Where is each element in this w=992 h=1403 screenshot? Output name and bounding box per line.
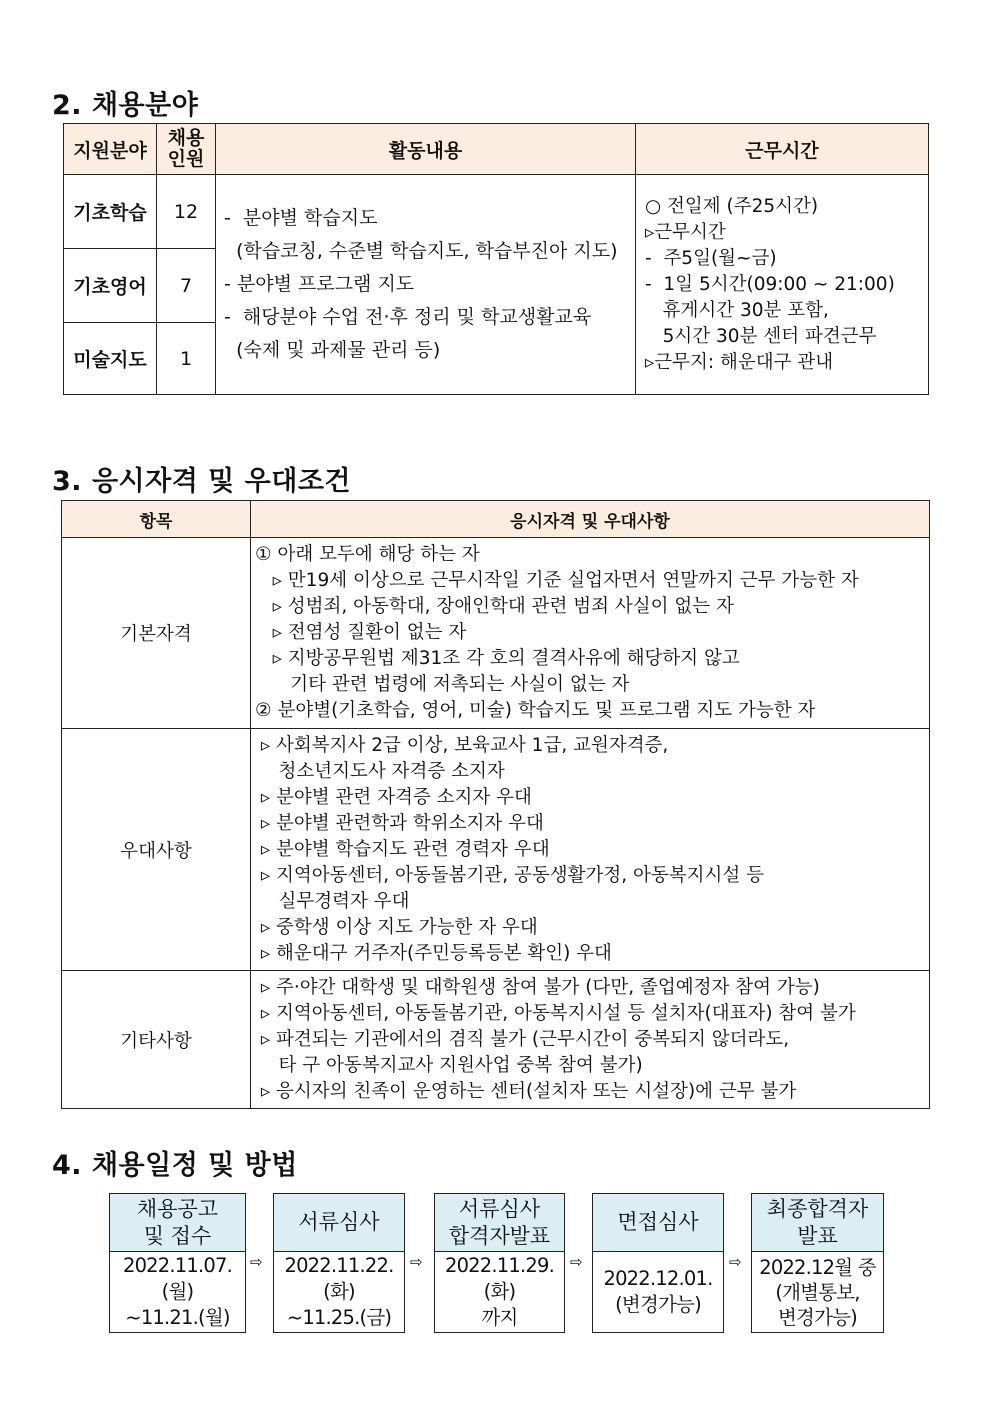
step-date-line: (변경가능) xyxy=(615,1293,701,1316)
step-date-line: 변경가능) xyxy=(778,1305,857,1329)
step-date-line: 2022.12.01. xyxy=(603,1267,713,1290)
step-date-line: 2022.12월 중 xyxy=(759,1255,876,1279)
header-count-line1: 채용 xyxy=(167,127,205,149)
basic-line: ② 분야별(기초학습, 영어, 미술) 학습지도 및 프로그램 지도 가능한 자 xyxy=(255,700,816,721)
step-title-line: 발표 xyxy=(797,1223,838,1248)
preferred-line: ▹ 분야별 관련학과 학위소지자 우대 xyxy=(255,812,544,834)
other-line: ▹ 파견되는 기관에서의 겸직 불가 (근무시간이 중복되지 않더라도, xyxy=(255,1028,790,1050)
header-field: 지원분야 xyxy=(64,124,157,175)
section2-title: 2. 채용분야 xyxy=(52,90,199,121)
count-art: 1 xyxy=(157,323,216,395)
step-title-line: 서류심사 xyxy=(298,1210,380,1234)
step-date-line: (개별통보, xyxy=(775,1280,860,1304)
field-art: 미술지도 xyxy=(64,323,157,395)
step-document-result xyxy=(434,1193,565,1333)
step-date xyxy=(435,1252,564,1332)
preferred-line: ▹ 분야별 관련 자격증 소지자 우대 xyxy=(255,786,532,808)
preferred-line: ▹ 해운대구 거주자(주민등록등본 확인) 우대 xyxy=(255,942,612,964)
step-title-line: 서류심사 xyxy=(458,1196,541,1221)
step-title-line: 및 접수 xyxy=(143,1223,212,1248)
field-basic-study: 기초학습 xyxy=(64,175,157,249)
activity-line: (숙제 및 과제물 관리 등) xyxy=(224,339,441,361)
basic-line: 기타 관련 법령에 저촉되는 사실이 없는 자 xyxy=(255,674,630,695)
hours-line: ▹근무지: 해운대구 관내 xyxy=(645,351,834,373)
step-final-result xyxy=(751,1193,884,1333)
recruitment-field-table xyxy=(63,123,929,395)
header-count xyxy=(157,124,216,175)
step-title xyxy=(593,1194,723,1252)
arrow-icon: ⇨ xyxy=(570,1253,583,1271)
step-date-line: 까지 xyxy=(481,1306,518,1329)
step-title xyxy=(752,1194,883,1252)
preferred-content xyxy=(251,729,930,971)
step-title-line: 채용공고 xyxy=(136,1196,219,1221)
header-item: 항목 xyxy=(62,501,251,538)
step-document-review xyxy=(273,1193,405,1333)
step-date-line: ~11.25.(금) xyxy=(286,1306,392,1329)
other-line: ▹ 응시자의 친족이 운영하는 센터(설치자 또는 시설장)에 근무 불가 xyxy=(255,1080,797,1102)
basic-line: ▹ 성범죄, 아동학대, 장애인학대 관련 범죄 사실이 없는 자 xyxy=(255,596,734,617)
step-announcement xyxy=(109,1193,246,1333)
hours-line: - 1일 5시간(09:00 ~ 21:00) xyxy=(645,273,895,295)
step-title xyxy=(435,1194,564,1252)
basic-line: ▹ 만19세 이상으로 근무시작일 기준 실업자면서 연말까지 근무 가능한 자 xyxy=(255,570,859,591)
activity-cell xyxy=(216,175,636,395)
hours-line: - 주5일(월~금) xyxy=(645,247,777,269)
label-preferred: 우대사항 xyxy=(62,729,251,971)
header-hours: 근무시간 xyxy=(636,124,929,175)
other-content xyxy=(251,971,930,1109)
arrow-icon: ⇨ xyxy=(729,1253,742,1271)
hours-line: 휴게시간 30분 포함, xyxy=(645,299,829,321)
preferred-line: 청소년지도사 자격증 소지자 xyxy=(255,760,505,782)
other-line: 타 구 아동복지교사 지원사업 중복 참여 불가) xyxy=(255,1054,643,1076)
step-date-line: ~11.21.(월) xyxy=(125,1306,230,1329)
section3-title: 3. 응시자격 및 우대조건 xyxy=(52,466,351,497)
activity-line: - 분야별 프로그램 지도 xyxy=(224,273,415,295)
preferred-line: ▹ 사회복지사 2급 이상, 보육교사 1급, 교원자격증, xyxy=(255,734,669,756)
header-count-line2: 인원 xyxy=(167,148,205,170)
label-basic: 기본자격 xyxy=(62,538,251,729)
activity-line: - 분야별 학습지도 xyxy=(224,207,378,229)
field-basic-english: 기초영어 xyxy=(64,249,157,323)
basic-line: ① 아래 모두에 해당 하는 자 xyxy=(255,544,480,565)
arrow-icon: ⇨ xyxy=(250,1253,263,1271)
activity-line: - 해당분야 수업 전·후 정리 및 학교생활교육 xyxy=(224,306,592,328)
other-line: ▹ 주·야간 대학생 및 대학원생 참여 불가 (다만, 졸업예정자 참여 가능) xyxy=(255,976,820,998)
hours-cell xyxy=(636,175,929,395)
arrow-icon: ⇨ xyxy=(410,1253,423,1271)
step-title-line: 합격자발표 xyxy=(448,1223,551,1248)
hours-line: ▹근무시간 xyxy=(645,221,726,243)
step-title xyxy=(110,1194,245,1252)
hours-line: 5시간 30분 센터 파견근무 xyxy=(645,325,877,347)
label-other: 기타사항 xyxy=(62,971,251,1109)
other-line: ▹ 지역아동센터, 아동돌봄기관, 아동복지시설 등 설치자(대표자) 참여 불가 xyxy=(255,1002,856,1024)
qualification-table xyxy=(61,500,930,1109)
basic-content xyxy=(251,538,930,729)
step-date xyxy=(110,1252,245,1332)
hours-line: ○ 전일제 (주25시간) xyxy=(645,195,819,217)
preferred-line: ▹ 중학생 이상 지도 가능한 자 우대 xyxy=(255,916,538,938)
step-title xyxy=(274,1194,404,1252)
header-content: 응시자격 및 우대사항 xyxy=(251,501,930,538)
step-title-line: 최종합격자 xyxy=(766,1196,869,1221)
step-title-line: 면접심사 xyxy=(617,1210,699,1234)
preferred-line: 실무경력자 우대 xyxy=(255,890,410,912)
preferred-line: ▹ 지역아동센터, 아동돌봄기관, 공동생활가정, 아동복지시설 등 xyxy=(255,864,764,886)
step-date-line: 2022.11.29.(화) xyxy=(444,1254,555,1303)
preferred-line: ▹ 분야별 학습지도 관련 경력자 우대 xyxy=(255,838,550,860)
step-date xyxy=(274,1252,404,1332)
basic-line: ▹ 전염성 질환이 없는 자 xyxy=(255,622,467,643)
basic-line: ▹ 지방공무원법 제31조 각 호의 결격사유에 해당하지 않고 xyxy=(255,648,740,669)
count-basic-english: 7 xyxy=(157,249,216,323)
step-date-line: 2022.11.22.(화) xyxy=(284,1254,394,1303)
header-activity: 활동내용 xyxy=(216,124,636,175)
step-date xyxy=(752,1252,883,1332)
count-basic-study: 12 xyxy=(157,175,216,249)
step-date xyxy=(593,1252,723,1332)
activity-line: (학습코칭, 수준별 학습지도, 학습부진아 지도) xyxy=(224,240,618,262)
section4-title: 4. 채용일정 및 방법 xyxy=(52,1150,298,1181)
step-date-line: 2022.11.07.(월) xyxy=(122,1254,233,1303)
step-interview xyxy=(592,1193,724,1333)
